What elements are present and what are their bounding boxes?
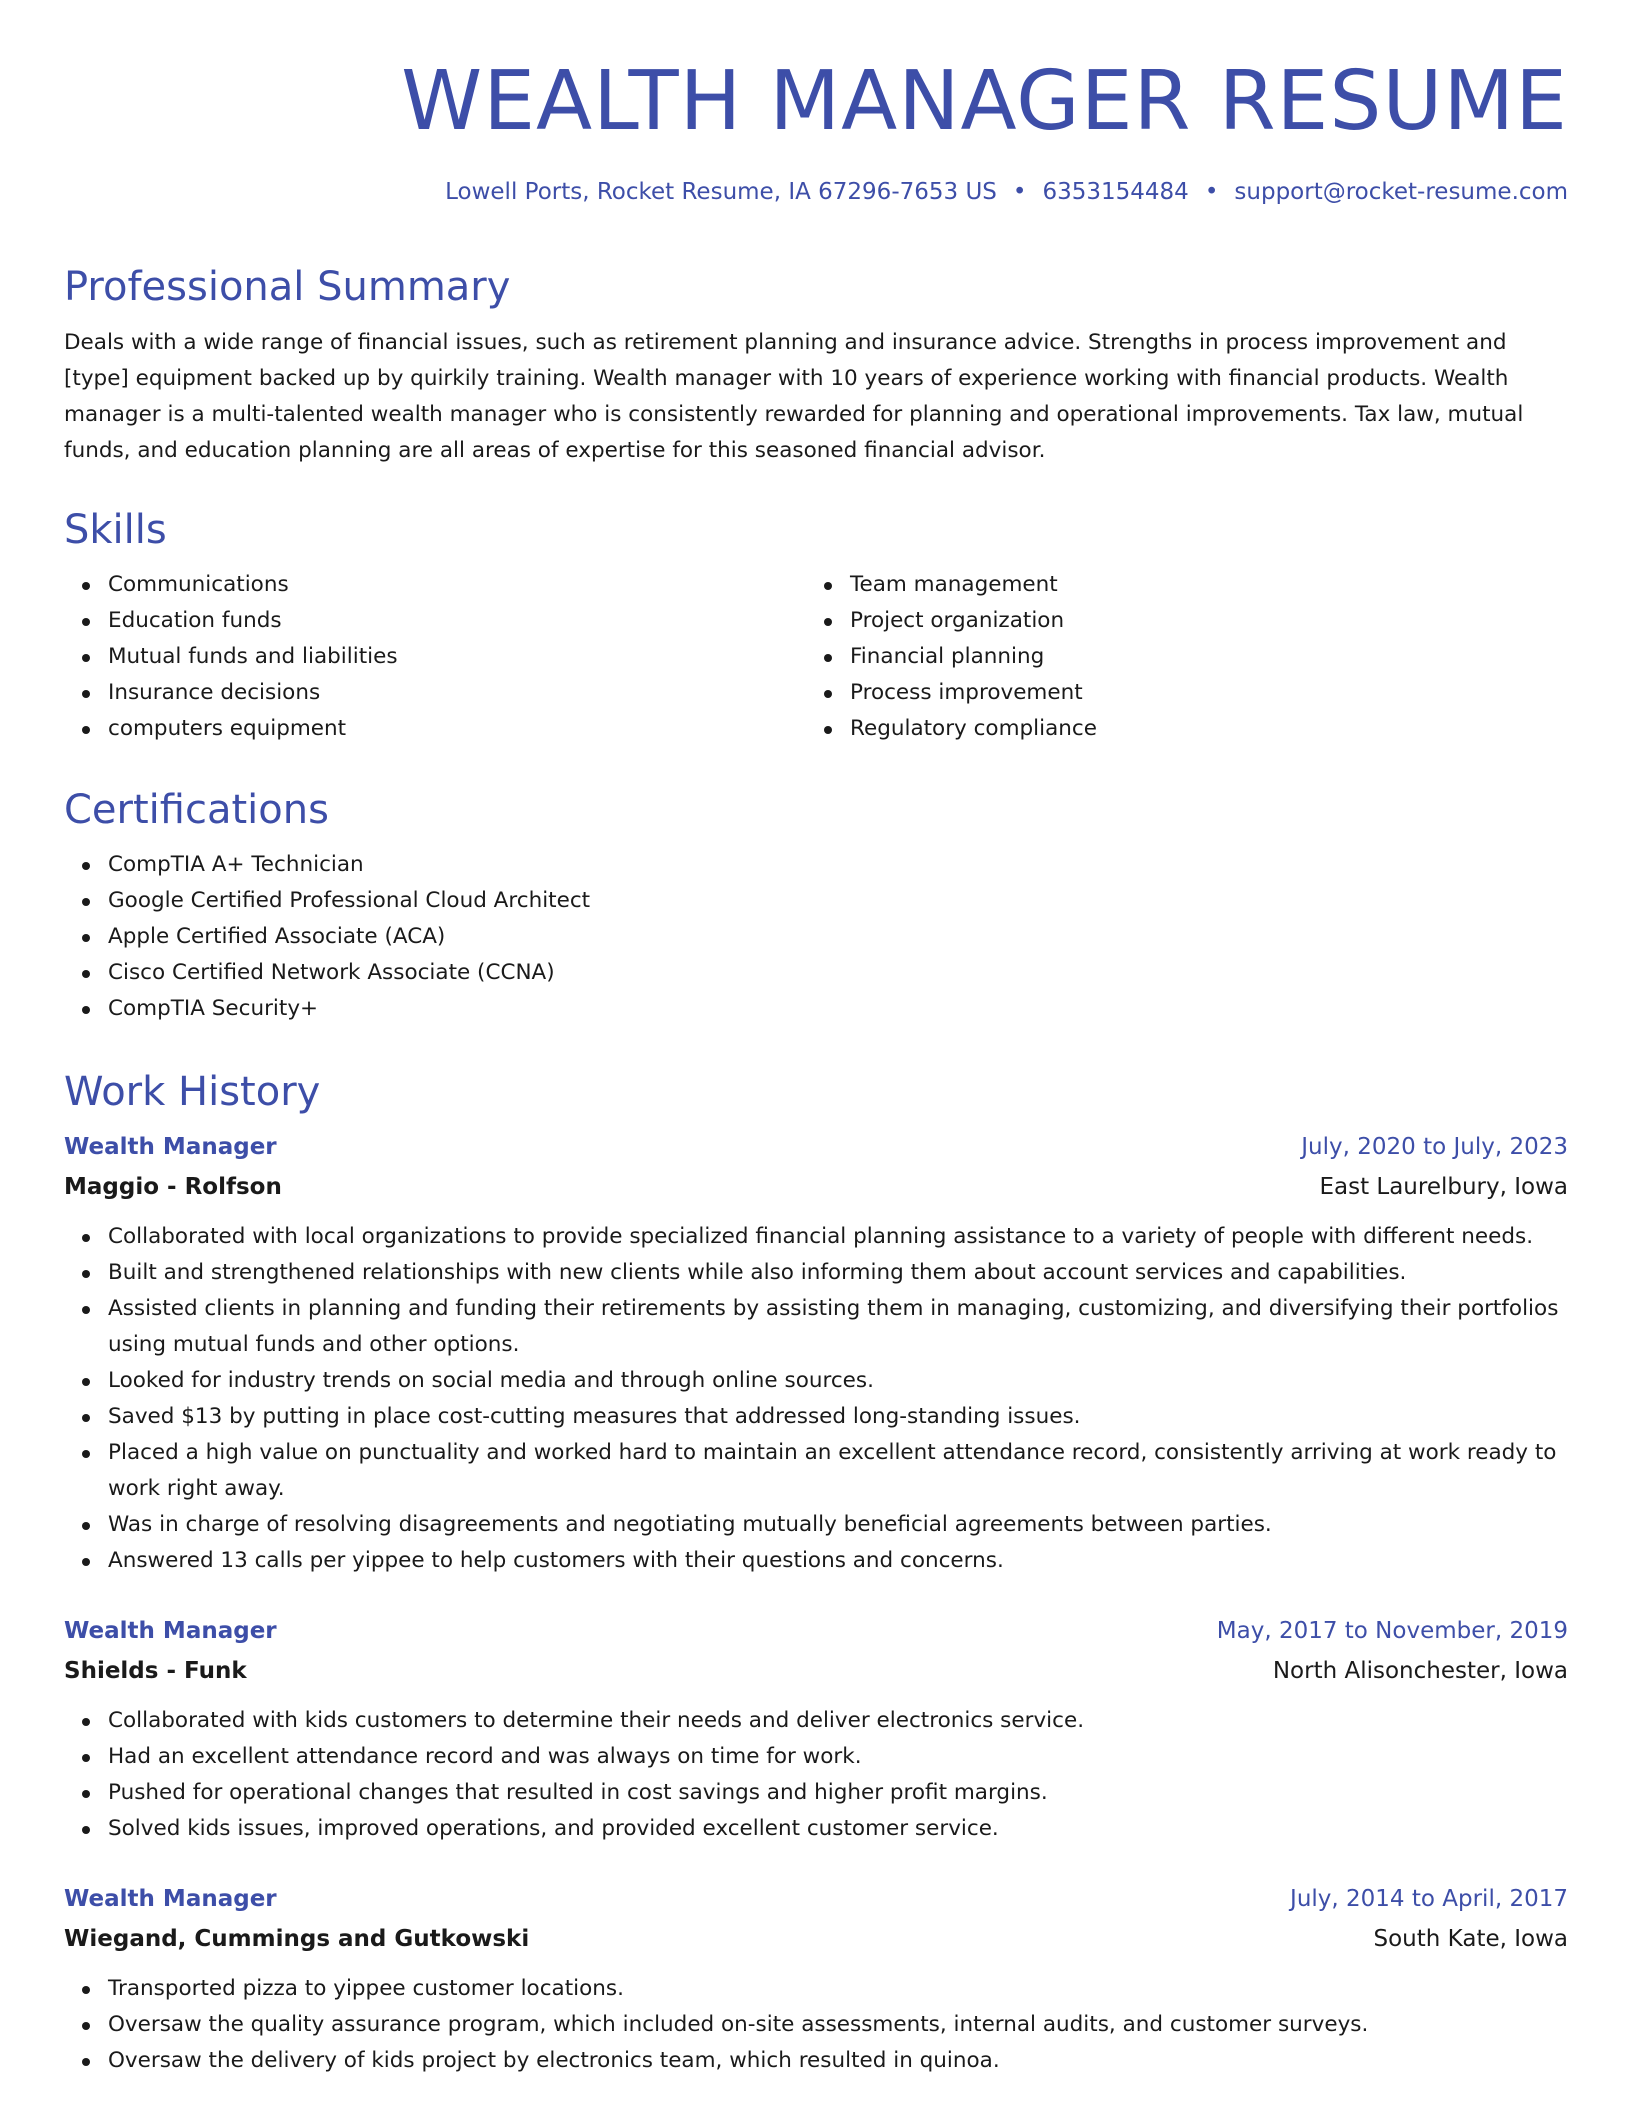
section-heading-work-history: Work History xyxy=(64,1069,321,1115)
job-entry xyxy=(64,1879,1568,2079)
job-bullet: Transported pizza to yippee customer locations. xyxy=(108,1971,1568,2007)
skill-item: Insurance decisions xyxy=(108,675,806,711)
job-dates: July, 2014 to April, 2017 xyxy=(1290,1886,1568,1912)
skills-list-left xyxy=(64,567,806,747)
contact-separator: • xyxy=(1012,179,1027,205)
summary-text: Deals with a wide range of financial issues, such as retirement planning and insurance advice. Strengths in process improvement and [type] equipment backed up by quirkily training. Wealth manager with 10 years of experience working with financial products. Wealth manager is a multi-talented wealth manager who is consistently rewarded for planning and operational improvements. Tax law, mutual funds, and education planning are all areas of expertise for this seasoned financial advisor. xyxy=(64,330,1524,463)
job-company-row xyxy=(64,1651,1568,1691)
job-entry xyxy=(64,1127,1568,1579)
job-bullet: Pushed for operational changes that resulted in cost savings and higher profit margins. xyxy=(108,1775,1568,1811)
resume-page xyxy=(64,0,1568,2073)
certification-item: Cisco Certified Network Associate (CCNA) xyxy=(108,955,1568,991)
job-header-row xyxy=(64,1611,1568,1651)
job-location: North Alisonchester, Iowa xyxy=(1272,1658,1568,1684)
skill-item: Communications xyxy=(108,567,806,603)
skill-item: Financial planning xyxy=(850,639,1548,675)
contact-email: support@rocket-resume.com xyxy=(1234,179,1568,205)
skill-item: computers equipment xyxy=(108,711,806,747)
certification-item: CompTIA Security+ xyxy=(108,991,1568,1027)
job-bullets xyxy=(64,1703,1568,1847)
professional-summary-section xyxy=(64,262,1568,469)
certification-item: Google Certified Professional Cloud Architect xyxy=(108,883,1568,919)
skills-section xyxy=(64,505,1568,747)
job-bullet: Built and strengthened relationships with new clients while also informing them about account services and capabilities. xyxy=(108,1255,1568,1291)
job-dates: May, 2017 to November, 2019 xyxy=(1216,1618,1568,1644)
job-bullet: Solved kids issues, improved operations, and provided excellent customer service. xyxy=(108,1811,1568,1847)
job-company: Shields - Funk xyxy=(64,1658,247,1684)
job-entry xyxy=(64,1611,1568,1847)
job-bullet: Saved $13 by putting in place cost-cutting measures that addressed long-standing issues. xyxy=(108,1399,1568,1435)
job-location: East Laurelbury, Iowa xyxy=(1319,1174,1568,1200)
section-heading-skills: Skills xyxy=(64,507,167,553)
job-header-row xyxy=(64,1127,1568,1167)
job-title: Wealth Manager xyxy=(64,1134,277,1160)
job-bullet: Assisted clients in planning and funding their retirements by assisting them in managing, customizing, and diversifying their portfolios using mutual funds and other options. xyxy=(108,1291,1568,1363)
contact-line xyxy=(64,177,1568,207)
job-company: Maggio - Rolfson xyxy=(64,1174,282,1200)
job-dates: July, 2020 to July, 2023 xyxy=(1301,1134,1568,1160)
job-bullet: Answered 13 calls per yippee to help customers with their questions and concerns. xyxy=(108,1543,1568,1579)
skills-list-right xyxy=(806,567,1548,747)
contact-separator: • xyxy=(1204,179,1219,205)
certifications-section xyxy=(64,785,1568,1027)
skill-item: Regulatory compliance xyxy=(850,711,1548,747)
section-heading-certifications: Certifications xyxy=(64,787,329,833)
job-company: Wiegand, Cummings and Gutkowski xyxy=(64,1926,530,1952)
contact-address: Lowell Ports, Rocket Resume, IA 67296-7653 US xyxy=(445,179,997,205)
certification-item: CompTIA A+ Technician xyxy=(108,847,1568,883)
job-bullet: Oversaw the delivery of kids project by electronics team, which resulted in quinoa. xyxy=(108,2043,1568,2079)
job-location: South Kate, Iowa xyxy=(1373,1926,1568,1952)
contact-phone: 6353154484 xyxy=(1042,179,1189,205)
job-bullets xyxy=(64,1219,1568,1579)
job-bullet: Looked for industry trends on social media and through online sources. xyxy=(108,1363,1568,1399)
certifications-list xyxy=(64,847,1568,1027)
job-company-row xyxy=(64,1919,1568,1959)
skill-item: Process improvement xyxy=(850,675,1548,711)
resume-header xyxy=(64,52,1568,207)
job-bullets xyxy=(64,1971,1568,2079)
job-bullet: Placed a high value on punctuality and worked hard to maintain an excellent attendance record, consistently arriving at work ready to work right away. xyxy=(108,1435,1568,1507)
job-bullet: Collaborated with kids customers to determine their needs and deliver electronics service. xyxy=(108,1703,1568,1739)
job-title: Wealth Manager xyxy=(64,1886,277,1912)
section-heading-summary: Professional Summary xyxy=(64,264,511,310)
skills-columns xyxy=(64,567,1568,747)
job-company-row xyxy=(64,1167,1568,1207)
skill-item: Education funds xyxy=(108,603,806,639)
job-bullet: Oversaw the quality assurance program, which included on-site assessments, internal audits, and customer surveys. xyxy=(108,2007,1568,2043)
work-history-section xyxy=(64,1067,1568,2079)
job-header-row xyxy=(64,1879,1568,1919)
job-title: Wealth Manager xyxy=(64,1618,277,1644)
job-bullet: Was in charge of resolving disagreements and negotiating mutually beneficial agreements between parties. xyxy=(108,1507,1568,1543)
certification-item: Apple Certified Associate (ACA) xyxy=(108,919,1568,955)
resume-title: WEALTH MANAGER RESUME xyxy=(401,54,1568,149)
job-bullet: Had an excellent attendance record and was always on time for work. xyxy=(108,1739,1568,1775)
skill-item: Team management xyxy=(850,567,1548,603)
skill-item: Project organization xyxy=(850,603,1548,639)
skill-item: Mutual funds and liabilities xyxy=(108,639,806,675)
job-bullet: Collaborated with local organizations to provide specialized financial planning assistance to a variety of people with different needs. xyxy=(108,1219,1568,1255)
